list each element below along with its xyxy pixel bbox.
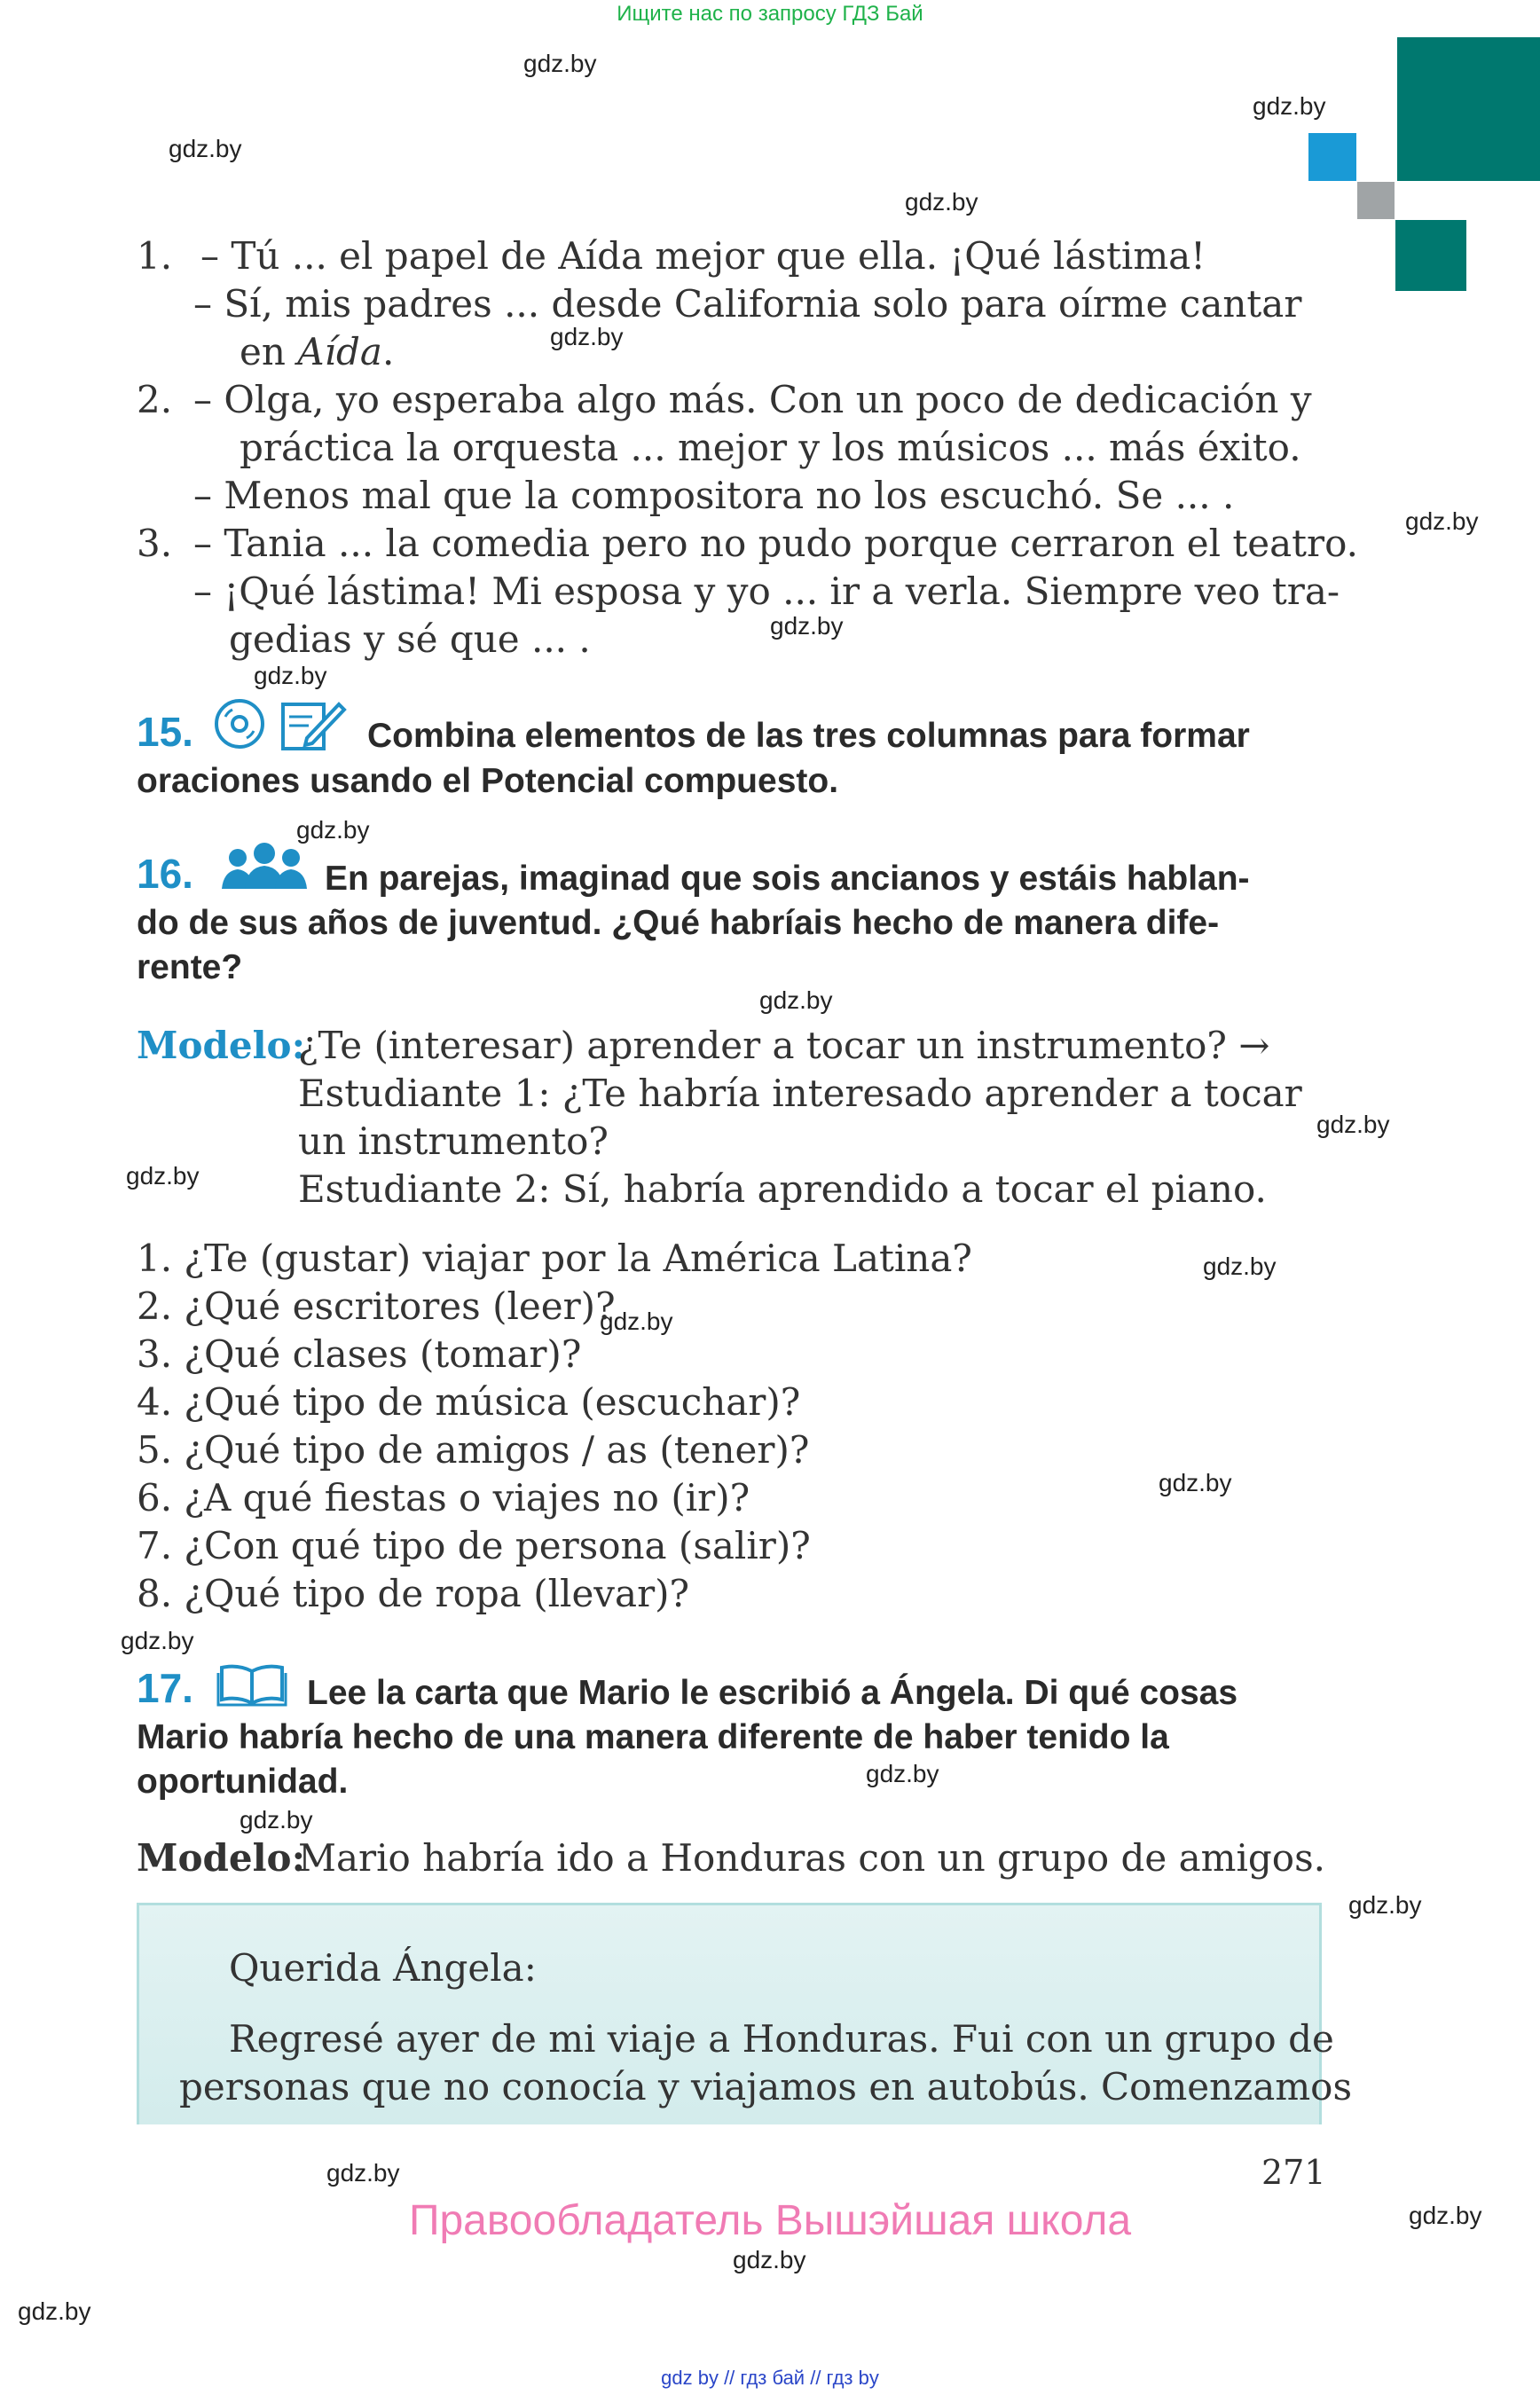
dialogue-line: – Olga, yo esperaba algo más. Con un poco de dedicación y [193, 378, 1312, 421]
instruction-line: Lee la carta que Mario le escribió a Ángela. Di qué cosas [307, 1674, 1238, 1712]
dialogue-line: en Aída. [240, 330, 395, 373]
instruction-line: oportunidad. [137, 1763, 349, 1801]
watermark: gdz.by [254, 662, 327, 689]
watermark: gdz.by [1203, 1253, 1277, 1280]
watermark: gdz.by [126, 1162, 200, 1190]
decor-square-blue [1308, 133, 1356, 181]
watermark: gdz.by [296, 816, 370, 844]
watermark: gdz.by [121, 1627, 194, 1654]
modelo-line: Mario habría ido a Honduras con un grupo de amigos. [298, 1836, 1325, 1880]
dialogue-line: – ¡Qué lástima! Mi esposa y yo ... ir a verla. Siempre veo tra- [193, 569, 1340, 613]
watermark: gdz.by [18, 2297, 91, 2325]
instruction-line: En parejas, imaginad que sois ancianos y estáis hablan- [325, 860, 1250, 898]
watermark: gdz.by [1316, 1111, 1390, 1138]
watermark: gdz.by [169, 135, 242, 162]
footer-links[interactable]: gdz by // гдз бай // гдз by [661, 2367, 879, 2389]
watermark: gdz.by [905, 188, 978, 216]
watermark: gdz.by [1159, 1469, 1232, 1496]
instruction-line: Combina elementos de las tres columnas para formar [367, 717, 1250, 755]
list-item: 5. ¿Qué tipo de amigos / as (tener)? [137, 1428, 810, 1472]
modelo-line: un instrumento? [298, 1119, 609, 1163]
modelo-label: Modelo: [137, 1836, 306, 1880]
watermark: gdz.by [523, 50, 597, 77]
watermark: gdz.by [550, 323, 624, 350]
watermark: gdz.by [326, 2159, 400, 2187]
instruction-line: rente? [137, 948, 243, 986]
watermark: gdz.by [770, 612, 844, 640]
instruction-line: do de sus años de juventud. ¿Qué habríais hecho de manera dife- [137, 904, 1220, 942]
modelo-line: Estudiante 1: ¿Te habría interesado aprender a tocar [298, 1072, 1302, 1115]
decor-square-gray [1357, 182, 1395, 219]
write-icon [280, 697, 348, 756]
list-item: 7. ¿Con qué tipo de persona (salir)? [137, 1524, 811, 1567]
dialogue-line: práctica la orquesta ... mejor y los músicos ... más éxito. [240, 426, 1301, 469]
modelo-line: Estudiante 2: Sí, habría aprendido a tocar el piano. [298, 1167, 1267, 1211]
dialogue-line: – Menos mal que la compositora no los escuchó. Se ... . [193, 474, 1235, 517]
list-item: 1. ¿Te (gustar) viajar por la América Latina? [137, 1237, 972, 1280]
instruction-line: oraciones usando el Potencial compuesto. [137, 762, 839, 800]
letter-line: Regresé ayer de mi viaje a Honduras. Fui con un grupo de [229, 2017, 1334, 2061]
list-item: 6. ¿A qué fiestas o viajes no (ir)? [137, 1476, 750, 1520]
watermark: gdz.by [1253, 92, 1326, 120]
dialogue-line: – Tú ... el papel de Aída mejor que ella. ¡Qué lástima! [200, 234, 1206, 278]
modelo-label: Modelo: [137, 1024, 306, 1067]
dialogue-line: gedias y sé que ... . [229, 617, 591, 661]
disc-icon [213, 697, 266, 754]
exercise-number: 15. [137, 709, 193, 755]
modelo-line: ¿Te (interesar) aprender a tocar un instrumento? → [298, 1024, 1270, 1067]
watermark: gdz.by [1405, 507, 1479, 535]
item-number: 2. [137, 378, 173, 421]
exercise-number: 17. [137, 1665, 193, 1711]
exercise-number: 16. [137, 851, 193, 897]
group-icon [218, 843, 310, 896]
dialogue-line: – Sí, mis padres ... desde California solo para oírme cantar [193, 282, 1302, 326]
letter-line: personas que no conocía y viajamos en autobús. Comenzamos [179, 2065, 1353, 2109]
watermark: gdz.by [866, 1760, 939, 1787]
list-item: 2. ¿Qué escritores (leer)? [137, 1284, 616, 1328]
item-number: 1. [137, 234, 173, 278]
rights-holder: Правообладатель Вышэйшая школа [408, 2197, 1132, 2244]
page-number: 271 [1261, 2153, 1326, 2192]
watermark: gdz.by [1348, 1891, 1422, 1919]
watermark: gdz.by [240, 1806, 313, 1834]
watermark: gdz.by [759, 986, 833, 1014]
opera-title: Aída [297, 330, 382, 373]
book-icon [216, 1661, 287, 1710]
watermark: gdz.by [1409, 2202, 1482, 2229]
list-item: 8. ¿Qué tipo de ropa (llevar)? [137, 1572, 690, 1615]
decor-square-teal [1395, 220, 1466, 291]
dialogue-line: – Tania ... la comedia pero no pudo porque cerraron el teatro. [193, 522, 1359, 565]
decor-square-large [1397, 37, 1540, 181]
item-number: 3. [137, 522, 173, 565]
instruction-line: Mario habría hecho de una manera diferente de haber tenido la [137, 1718, 1169, 1756]
watermark: gdz.by [600, 1308, 673, 1335]
letter-greeting: Querida Ángela: [229, 1946, 537, 1990]
list-item: 4. ¿Qué tipo de música (escuchar)? [137, 1380, 801, 1424]
top-search-note: Ищите нас по запросу ГДЗ Бай [617, 2, 923, 26]
list-item: 3. ¿Qué clases (tomar)? [137, 1332, 582, 1376]
watermark: gdz.by [733, 2246, 806, 2273]
